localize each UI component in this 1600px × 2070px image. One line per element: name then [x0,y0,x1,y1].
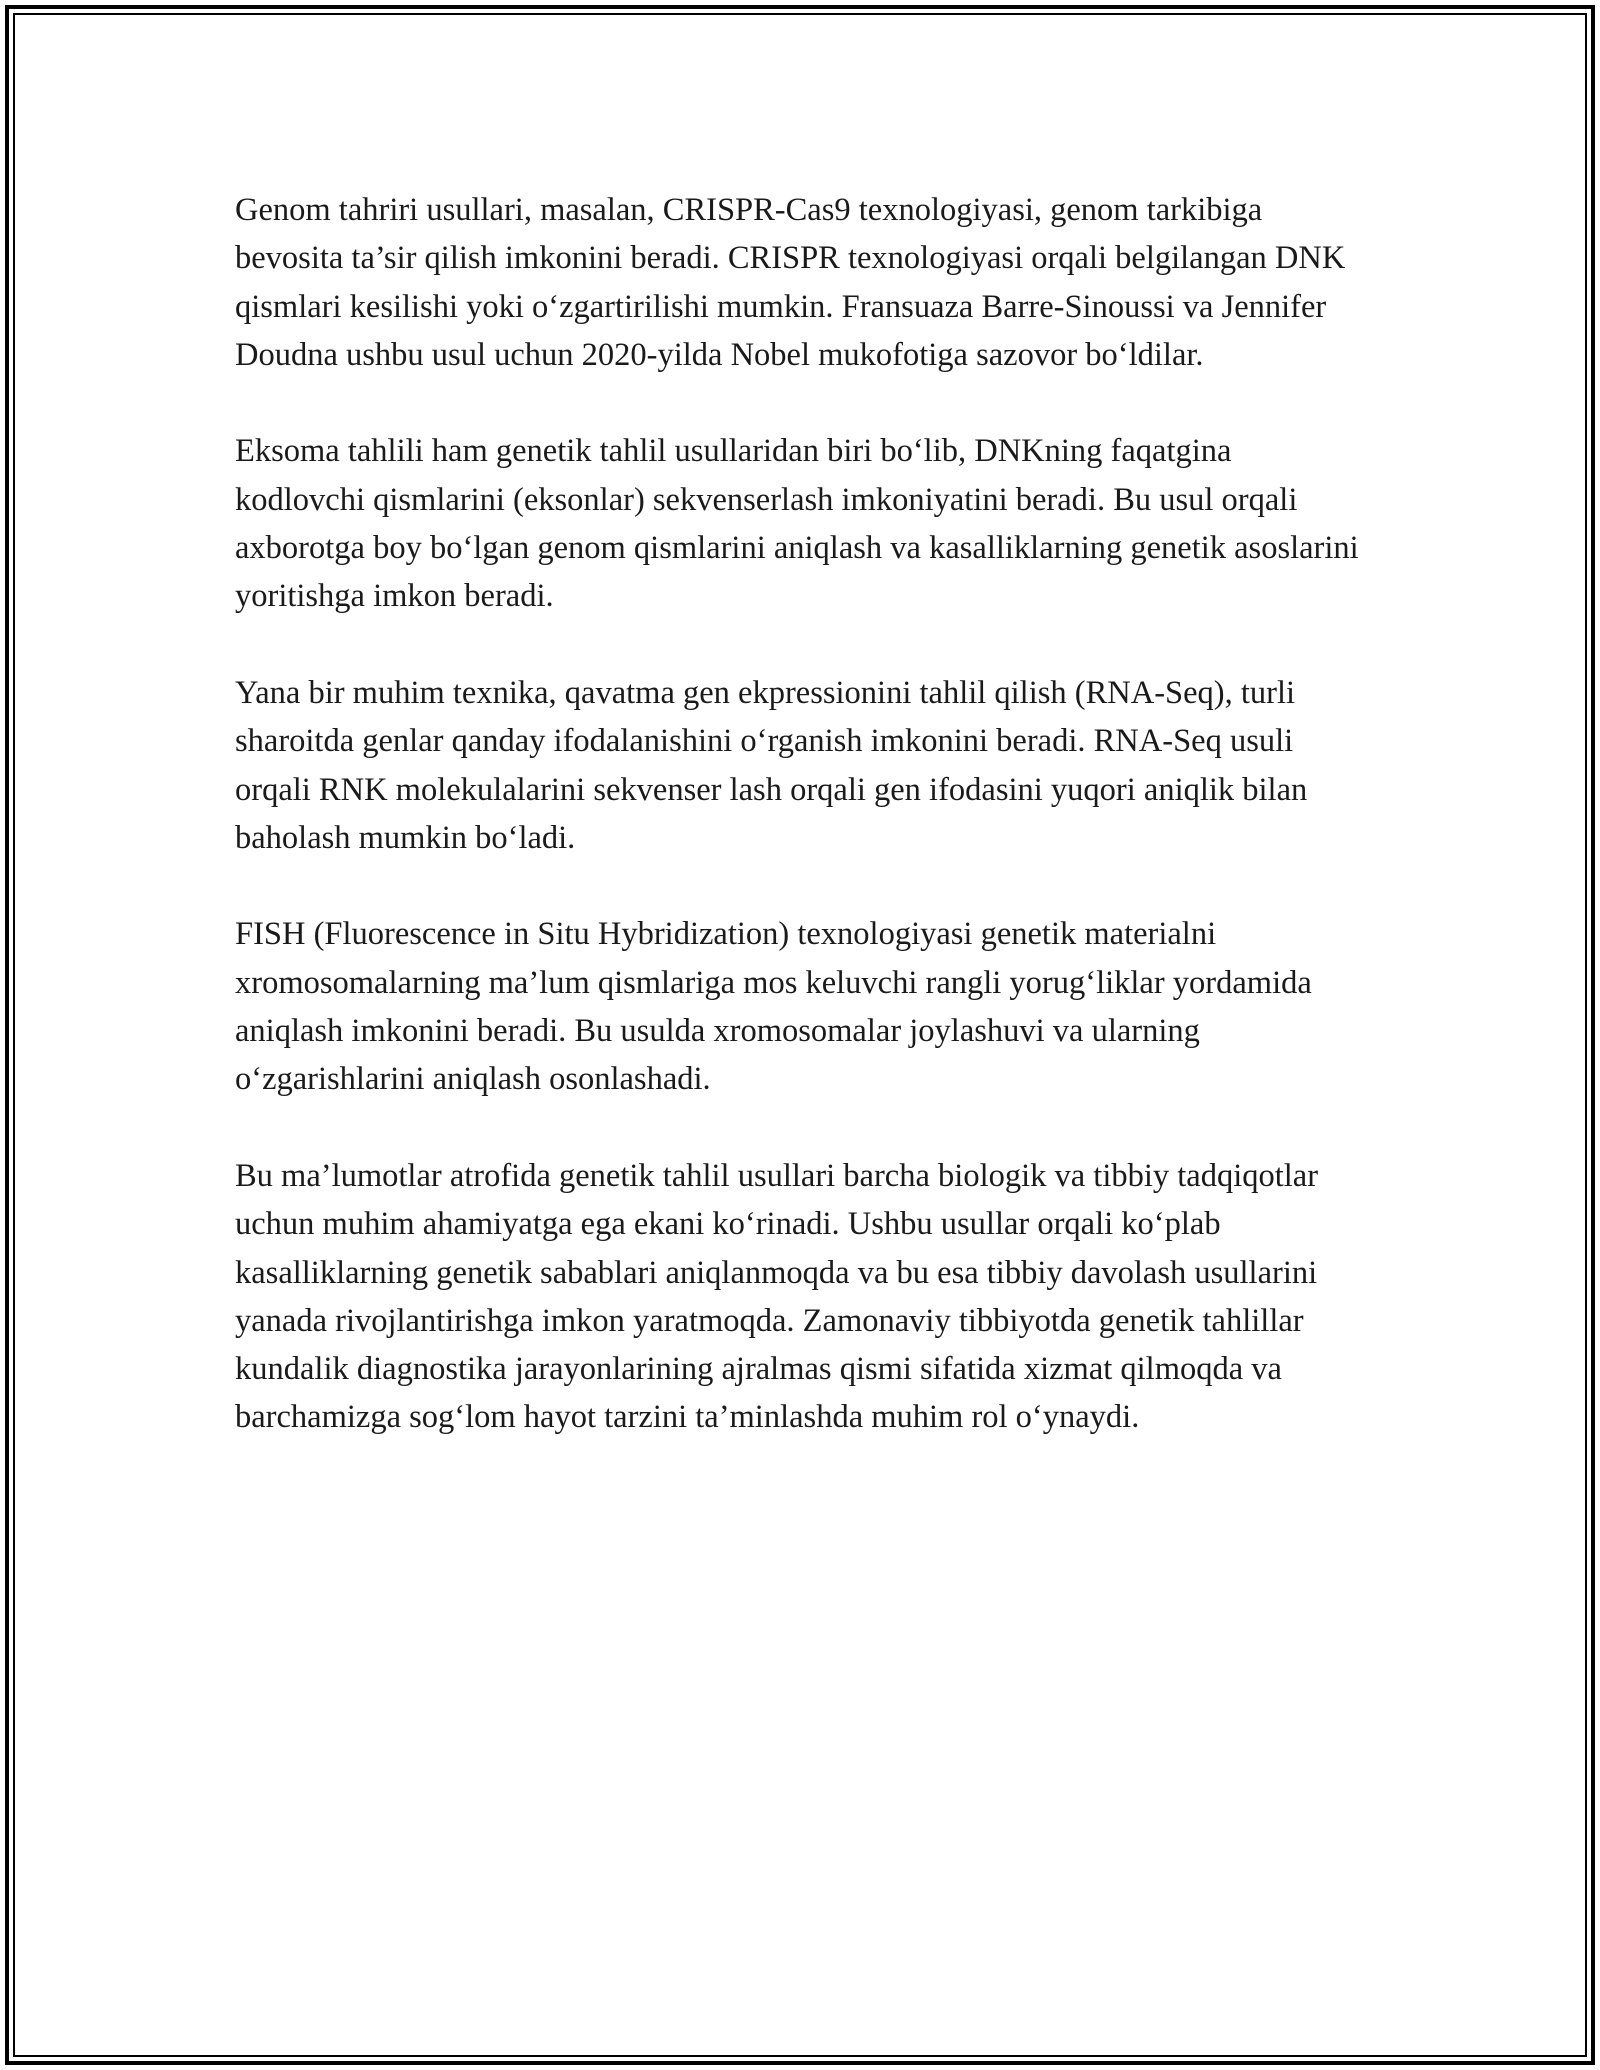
paragraph-rna-seq: Yana bir muhim texnika, qavatma gen ekpressionini tahlil qilish (RNA-Seq), turli sharoitda genlar qanday ifodalanishini o‘rganish imkonini beradi. RNA-Seq usuli orqali RNK molekulalarini sekvenser lash orqali gen ifodasini yuqori aniqlik bilan baholash mumkin bo‘ladi. [235,674,1308,856]
paragraph-genome-editing: Genom tahriri usullari, masalan, CRISPR-Cas9 texnologiyasi, genom tarkibiga bevosita ta’sir qilish imkonini beradi. CRISPR texnologiyasi orqali belgilangan DNK qismlari kesilishi yoki o‘zgartirilishi mumkin. Fransuaza Barre-Sinoussi va Jennifer Doudna ushbu usul uchun 2020-yilda Nobel mukofotiga sazovor bo‘ldilar. [235,192,1346,373]
paragraph-exome-analysis: Eksoma tahlili ham genetik tahlil usullaridan biri bo‘lib, DNKning faqatgina kodlovchi qismlarini (eksonlar) sekvenserlash imkoniyatini beradi. Bu usul orqali axborotga boy bo‘lgan genom qismlarini aniqlash va kasalliklarning genetik asoslarini yoritishga imkon beradi. [235,433,1359,615]
paragraph-conclusion: Bu ma’lumotlar atrofida genetik tahlil usullari barcha biologik va tibbiy tadqiqotlar uchun muhim ahamiyatga ega ekani ko‘rinadi. Ushbu usullar orqali ko‘plab kasalliklarning genetik sabablari aniqlanmoqda va bu esa tibbiy davolash usullarini yanada rivojlantirishga imkon yaratmoqda. Zamonaviy tibbiyotda genetik tahlillar kundalik diagnostika jarayonlarining ajralmas qismi sifatida xizmat qilmoqda va barchamizga sog‘lom hayot tarzini ta’minlashda muhim rol o‘ynaydi. [235,1157,1319,1436]
document-body [235,186,1365,1490]
paragraph-fish: FISH (Fluorescence in Situ Hybridization) texnologiyasi genetik materialni xromosomalarning ma’lum qismlariga mos keluvchi rangli yorug‘liklar yordamida aniqlash imkonini beradi. Bu usulda xromosomalar joylashuvi va ularning o‘zgarishlarini aniqlash osonlashadi. [235,916,1312,1098]
